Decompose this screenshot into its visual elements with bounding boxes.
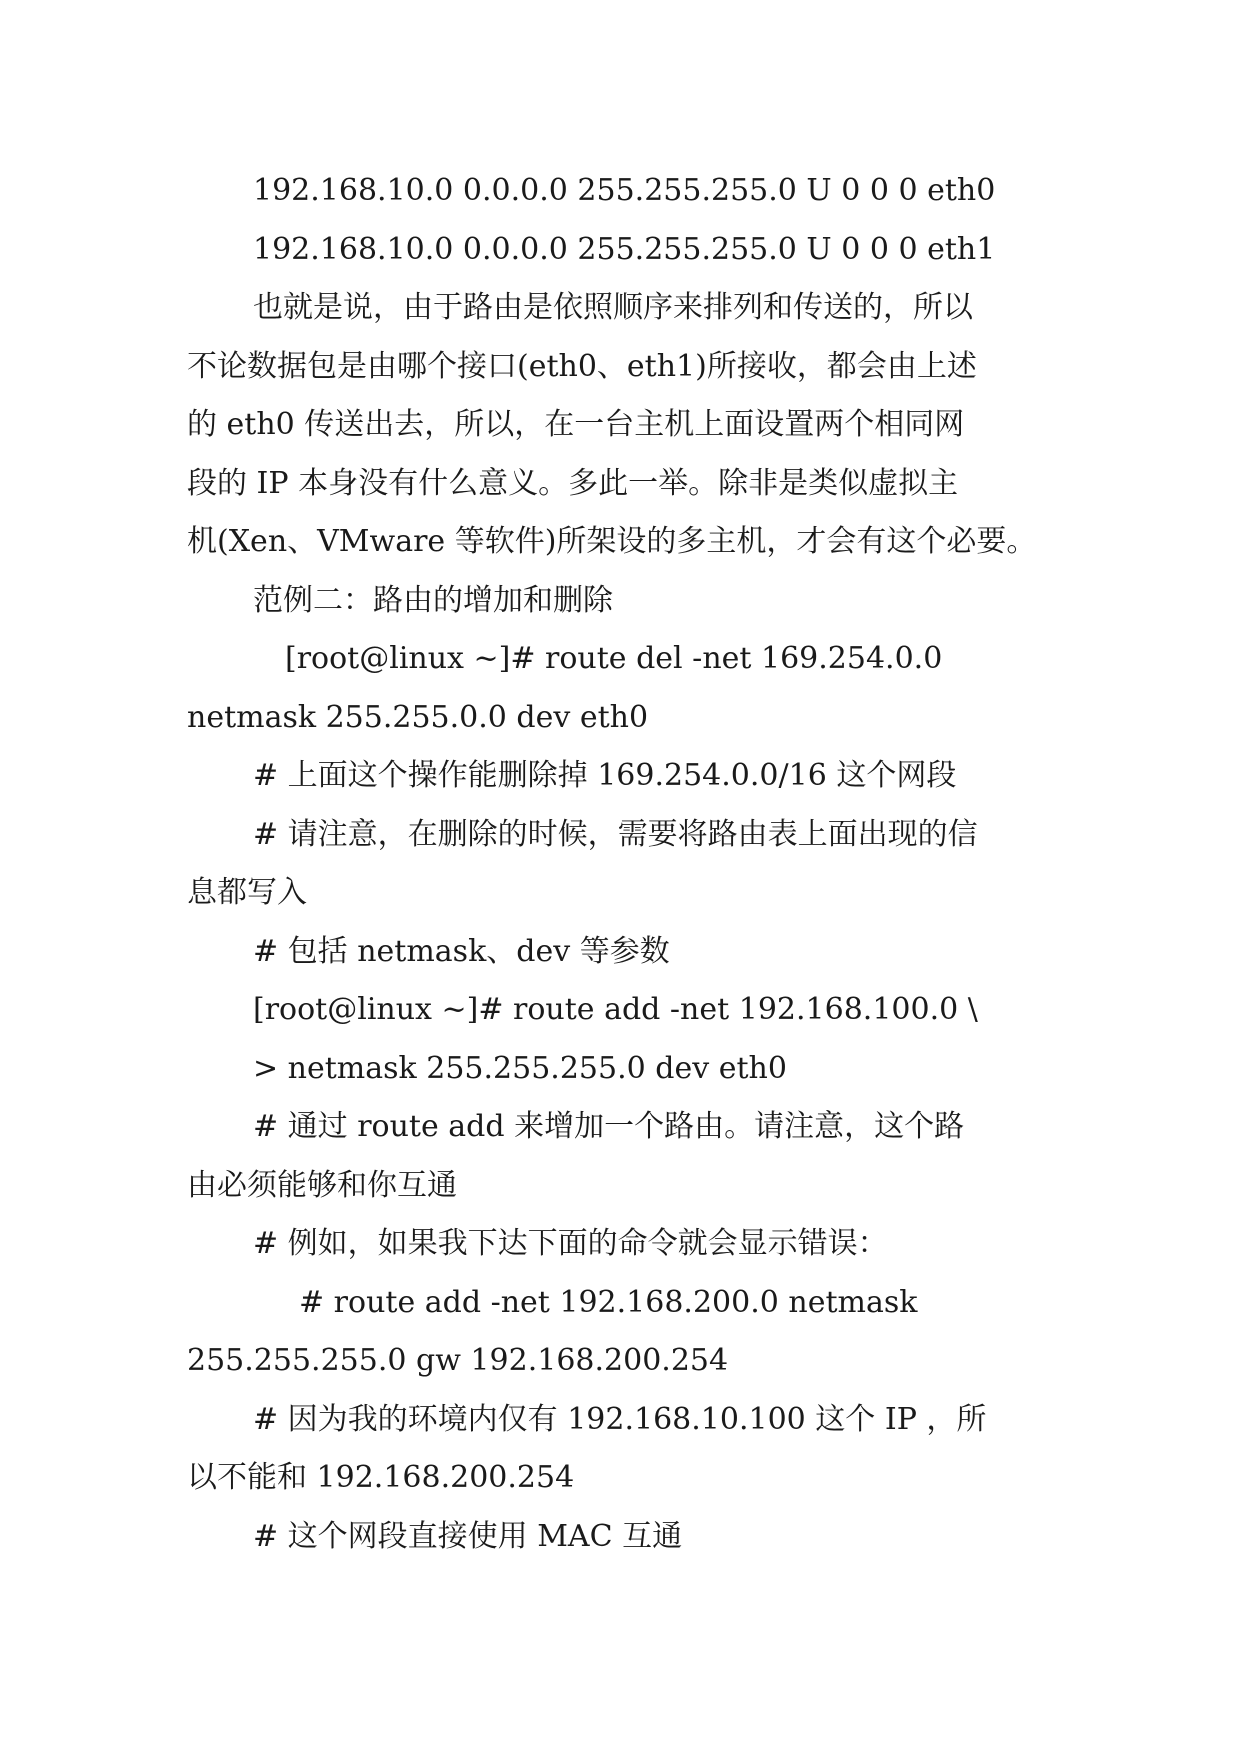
- paragraph-line: 也就是说，由于路由是依照顺序来排列和传送的，所以: [253, 290, 973, 325]
- comment-line: 以不能和 192.168.200.254: [187, 1460, 575, 1495]
- comment-line: # 请注意，在删除的时候，需要将路由表上面出现的信: [253, 816, 978, 852]
- document-body: [187, 162, 1055, 1566]
- comment-line: # 这个网段直接使用 MAC 互通: [253, 1518, 683, 1554]
- paragraph-line: 的 eth0 传送出去，所以，在一台主机上面设置两个相同网: [187, 407, 965, 442]
- paragraph-line: 机(Xen、VMware 等软件)所架设的多主机，才会有这个必要。: [187, 524, 1037, 559]
- command-line: 255.255.255.0 gw 192.168.200.254: [187, 1343, 729, 1378]
- comment-line: # 因为我的环境内仅有 192.168.10.100 这个 IP ，所: [253, 1401, 987, 1437]
- route-table-row: 192.168.10.0 0.0.0.0 255.255.255.0 U 0 0 0 eth0: [253, 173, 996, 208]
- command-line: [root@linux ~]# route del -net 169.254.0.0: [285, 641, 943, 676]
- comment-line: 由必须能够和你互通: [187, 1167, 457, 1203]
- route-table-row: 192.168.10.0 0.0.0.0 255.255.255.0 U 0 0 0 eth1: [253, 231, 996, 267]
- comment-line: # 包括 netmask、dev 等参数: [253, 933, 670, 969]
- command-line: # route add -net 192.168.200.0 netmask: [299, 1284, 918, 1320]
- comment-line: 息都写入: [187, 875, 307, 910]
- command-line: > netmask 255.255.255.0 dev eth0: [253, 1050, 787, 1086]
- comment-line: # 上面这个操作能删除掉 169.254.0.0/16 这个网段: [253, 758, 957, 793]
- paragraph-line: 段的 IP 本身没有什么意义。多此一举。除非是类似虚拟主: [187, 465, 959, 501]
- paragraph-line: 不论数据包是由哪个接口(eth0、eth1)所接收，都会由上述: [187, 348, 977, 384]
- command-line: [root@linux ~]# route add -net 192.168.100.0 \: [253, 992, 978, 1027]
- comment-line: # 通过 route add 来增加一个路由。请注意，这个路: [253, 1109, 965, 1144]
- section-heading: 范例二：路由的增加和删除: [253, 582, 613, 618]
- command-line: netmask 255.255.0.0 dev eth0: [187, 699, 649, 735]
- comment-line: # 例如，如果我下达下面的命令就会显示错误：: [253, 1226, 888, 1261]
